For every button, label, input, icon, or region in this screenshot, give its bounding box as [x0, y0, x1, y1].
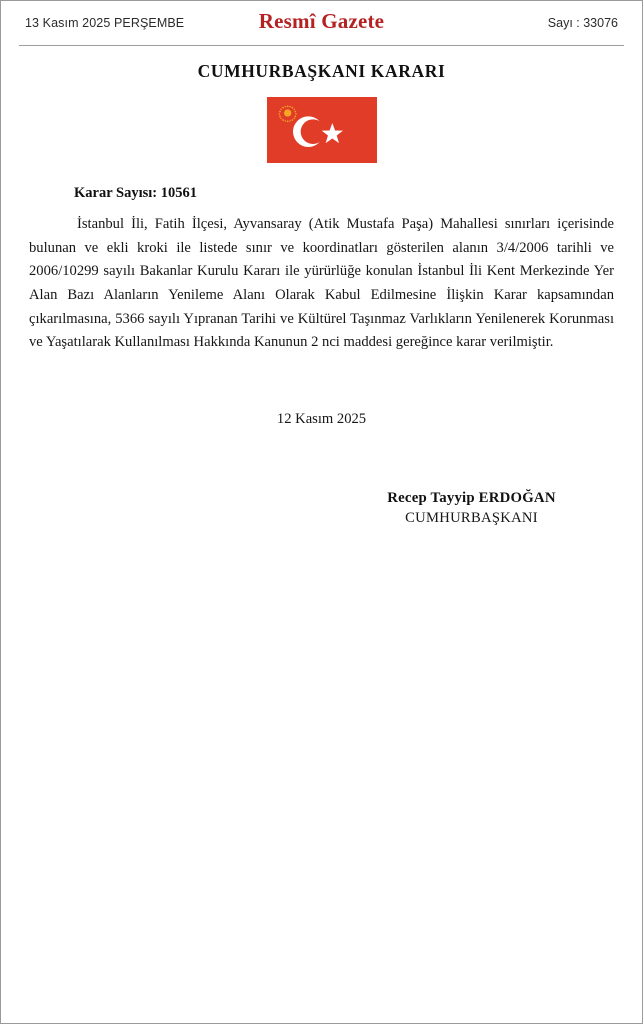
signature-block [29, 490, 614, 527]
masthead-divider [19, 45, 624, 46]
crescent-inner [300, 119, 325, 144]
gazette-title: Resmî Gazete [258, 9, 385, 33]
masthead [1, 1, 642, 45]
decision-date: 12 Kasım 2025 [276, 410, 367, 427]
emblem-container [1, 97, 642, 163]
signatory-title: CUMHURBAŞKANI [405, 509, 538, 526]
issue-number: Sayı : 33076 [547, 16, 618, 30]
publication-date: 13 Kasım 2025 PERŞEMBE [25, 16, 185, 30]
document-body [1, 185, 642, 527]
decision-number: Karar Sayısı: 10561 [74, 185, 197, 201]
signatory-name: Recep Tayyip ERDOĞAN [387, 489, 556, 506]
page-title: CUMHURBAŞKANI KARARI [197, 61, 446, 81]
decision-text: İstanbul İli, Fatih İlçesi, Ayvansaray (Atik Mustafa Paşa) Mahallesi sınırları içerisinde bulunan ve ekli kroki ile listede sınır ve koordinatları gösterilen alanın 3/4/2006 tarihli ve 2006/10299 sayılı Bakanlar Kurulu Kararı ile yürürlüğe konulan İstanbul İli Kent Merkezinde Yer Alan Bazı Alanların Yenileme Alanı Olarak Kabul Edilmesine İlişkin Karar kapsamından çıkarılmasına, 5366 sayılı Yıpranan Tarihi ve Kültürel Taşınmaz Varlıkların Yenilenerek Korunması ve Yaşatılarak Kullanılması Hakkında Kanunun 2 nci maddesi gereğince karar verilmiştir. [29, 216, 614, 351]
turkish-flag-icon [267, 97, 377, 163]
